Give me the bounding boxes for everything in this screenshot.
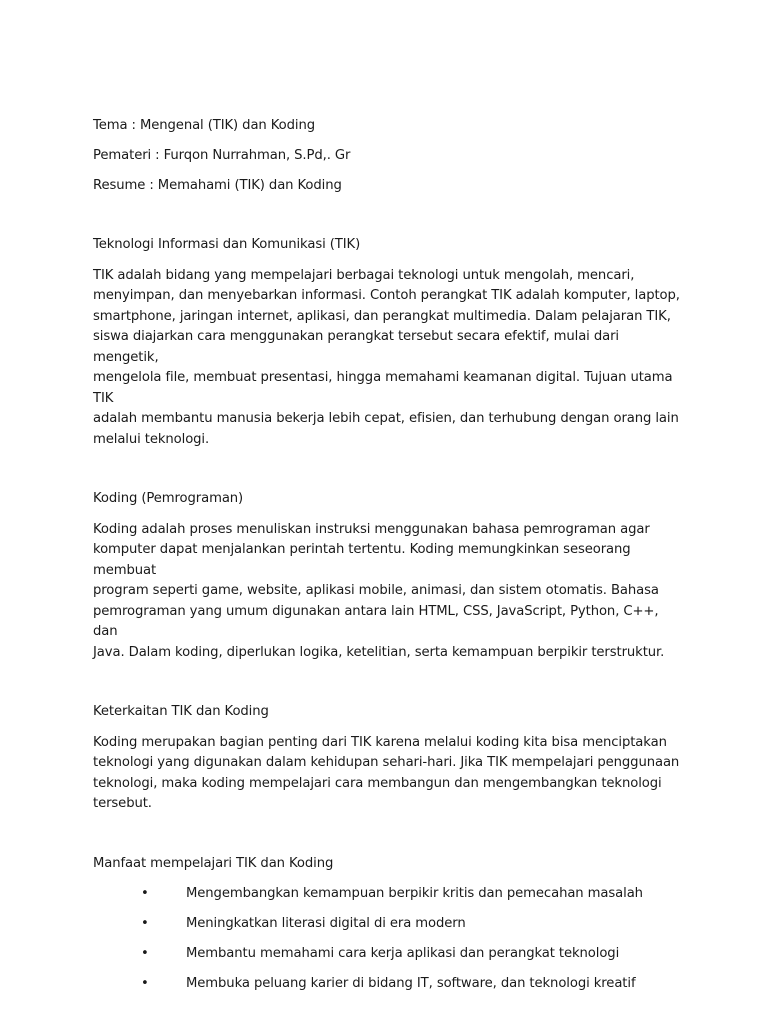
section-paragraph xyxy=(93,520,683,664)
section-heading: Keterkaitan TIK dan Koding xyxy=(93,704,269,719)
bullet-icon: • xyxy=(141,886,149,901)
section-heading: Koding (Pemrograman) xyxy=(93,491,244,506)
section-paragraph xyxy=(93,733,683,815)
list-item xyxy=(93,884,683,904)
paragraph-line: TIK adalah bidang yang mempelajari berbagai teknologi untuk mengolah, mencari, xyxy=(93,267,635,283)
resume-line: Resume : Memahami (TIK) dan Koding xyxy=(93,178,342,193)
paragraph-line: adalah membantu manusia bekerja lebih cepat, efisien, dan terhubung dengan orang lain xyxy=(93,411,679,426)
paragraph-line: teknologi, maka koding mempelajari cara membangun dan mengembangkan teknologi xyxy=(93,775,662,791)
paragraph-line: siswa diajarkan cara menggunakan perangkat tersebut secara efektif, mulai dari mengetik, xyxy=(93,329,619,365)
section-koding xyxy=(93,489,683,663)
list-item xyxy=(93,914,683,934)
pemateri-line: Pemateri : Furqon Nurrahman, S.Pd,. Gr xyxy=(93,148,351,163)
tema-line: Tema : Mengenal (TIK) dan Koding xyxy=(93,118,316,133)
section-keterkaitan xyxy=(93,702,683,815)
section-heading: Manfaat mempelajari TIK dan Koding xyxy=(93,855,334,871)
paragraph-line: menyimpan, dan menyebarkan informasi. Contoh perangkat TIK adalah komputer, laptop, xyxy=(93,288,680,303)
benefit-list xyxy=(93,884,683,994)
section-heading: Teknologi Informasi dan Komunikasi (TIK) xyxy=(93,237,361,252)
list-item-text: Meningkatkan literasi digital di era modern xyxy=(186,916,466,931)
paragraph-line: smartphone, jaringan internet, aplikasi, dan perangkat multimedia. Dalam pelajaran TIK, xyxy=(93,308,671,324)
paragraph-line: melalui teknologi. xyxy=(93,431,210,447)
list-item-text: Membuka peluang karier di bidang IT, software, dan teknologi kreatif xyxy=(186,976,636,991)
bullet-icon: • xyxy=(141,976,149,991)
paragraph-line: tersebut. xyxy=(93,796,152,811)
paragraph-line: komputer dapat menjalankan perintah tertentu. Koding memungkinkan seseorang membuat xyxy=(93,542,631,578)
bullet-icon: • xyxy=(141,946,149,961)
paragraph-line: mengelola file, membuat presentasi, hingga memahami keamanan digital. Tujuan utama TIK xyxy=(93,370,673,406)
bullet-icon: • xyxy=(141,916,149,931)
section-tik xyxy=(93,235,683,450)
paragraph-line: pemrograman yang umum digunakan antara lain HTML, CSS, JavaScript, Python, C++, dan xyxy=(93,603,659,639)
paragraph-line: Java. Dalam koding, diperlukan logika, ketelitian, serta kemampuan berpikir terstruktur. xyxy=(93,644,665,660)
list-item xyxy=(93,974,683,994)
section-manfaat xyxy=(93,854,683,995)
document-page xyxy=(93,116,683,994)
list-item xyxy=(93,944,683,964)
paragraph-line: Koding merupakan bagian penting dari TIK karena melalui koding kita bisa menciptakan xyxy=(93,734,667,750)
paragraph-line: program seperti game, website, aplikasi mobile, animasi, dan sistem otomatis. Bahasa xyxy=(93,583,659,598)
list-item-text: Mengembangkan kemampuan berpikir kritis dan pemecahan masalah xyxy=(186,886,643,901)
paragraph-line: Koding adalah proses menuliskan instruksi menggunakan bahasa pemrograman agar xyxy=(93,521,650,537)
paragraph-line: teknologi yang digunakan dalam kehidupan sehari-hari. Jika TIK mempelajari penggunaan xyxy=(93,755,680,770)
list-item-text: Membantu memahami cara kerja aplikasi dan perangkat teknologi xyxy=(186,946,620,961)
section-paragraph xyxy=(93,266,683,451)
